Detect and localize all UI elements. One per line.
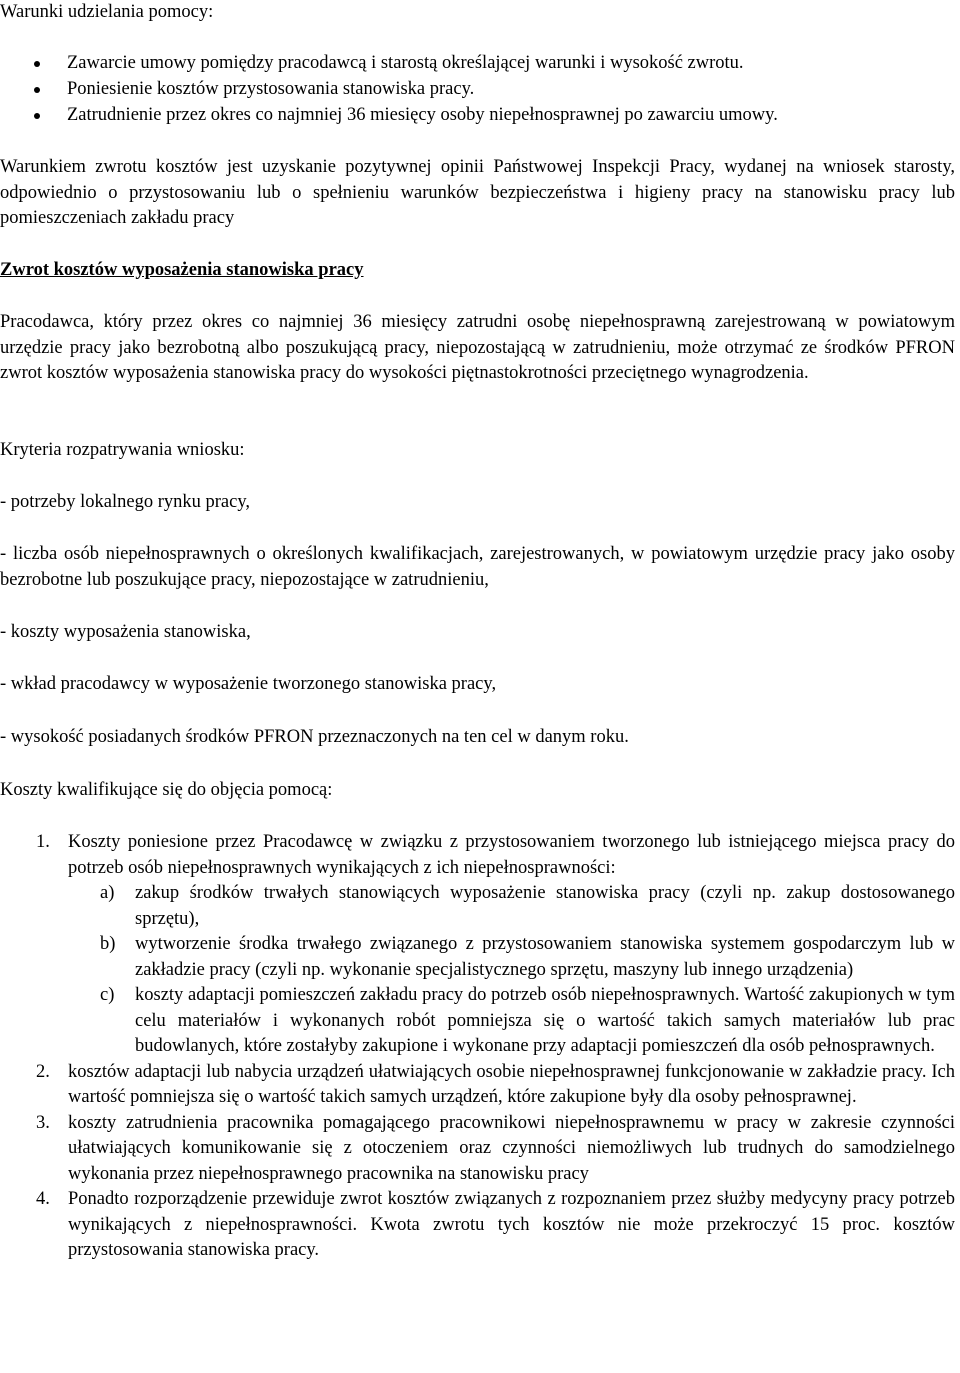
criteria-item: - wysokość posiadanych środków PFRON przeznaczonych na ten cel w danym roku. — [0, 727, 629, 747]
condition-item — [0, 77, 955, 103]
cost-item-text: kosztów adaptacji lub nabycia urządzeń ułatwiających osobie niepełnosprawnej funkcjonowanie w zakładzie pracy. Ich wartość pomniejsza się o wartość takich samych urządzeń, które zakupione były dla osoby pełnosprawnej. — [68, 1061, 955, 1107]
cost-item-number: 1. — [36, 832, 50, 852]
cost-sub-list — [68, 881, 955, 1060]
criteria-item: - koszty wyposażenia stanowiska, — [0, 622, 251, 642]
costs-list — [0, 830, 955, 1264]
cost-item — [0, 1187, 955, 1264]
cost-item-number: 3. — [36, 1112, 50, 1133]
bullet-dot-icon — [34, 61, 40, 67]
cost-item — [0, 1111, 955, 1188]
criteria-item: - wkład pracodawcy w wyposażenie tworzonego stanowiska pracy, — [0, 674, 497, 694]
cost-sub-item-text: wytworzenie środka trwałego związanego z przystosowaniem stanowiska systemem gospodarczym lub w zakładzie pracy (czyli np. wykonanie specjalistycznego sprzętu, maszyny lub innego urządzenia) — [135, 934, 955, 980]
criteria-item: - potrzeby lokalnego rynku pracy, — [0, 492, 251, 512]
bullet-dot-icon — [34, 113, 40, 119]
condition-text: Poniesienie kosztów przystosowania stanowiska pracy. — [67, 79, 475, 99]
section-heading: Zwrot kosztów wyposażenia stanowiska pracy — [0, 260, 364, 280]
condition-item — [0, 103, 955, 129]
cost-sub-item-text: koszty adaptacji pomieszczeń zakładu pracy do potrzeb osób niepełnosprawnych. Wartość zakupionych w tym celu materiałów i wykonanych robót pomniejsza się o wartość takich samych materiałów lub prac budowlanych, które zostałyby zakupione i wykonane przy adaptacji pomieszczeń dla osób pełnosprawnych. — [135, 985, 955, 1056]
criteria-item: - liczba osób niepełnosprawnych o określonych kwalifikacjach, zarejestrowanych, w powiatowym urzędzie pracy jako osoby bezrobotne lub poszukujące pracy, niepozostające w zatrudnieniu, — [0, 544, 955, 590]
cost-item-text: Koszty poniesione przez Pracodawcę w związku z przystosowaniem tworzonego lub istniejącego miejsca pracy do potrzeb osób niepełnosprawnych wynikających z ich niepełnosprawności: — [68, 832, 955, 878]
cost-sub-item — [68, 881, 955, 932]
cost-item — [0, 1060, 955, 1111]
cost-item — [0, 830, 955, 1060]
cost-sub-item-letter: b) — [100, 934, 116, 954]
cost-sub-item-letter: c) — [100, 985, 115, 1005]
cost-sub-item — [68, 983, 955, 1060]
conditions-list — [0, 51, 955, 129]
criteria-heading: Kryteria rozpatrywania wniosku: — [0, 440, 245, 460]
cost-sub-item — [68, 932, 955, 983]
condition-text: Zawarcie umowy pomiędzy pracodawcą i starostą określającej warunki i wysokość zwrotu. — [67, 53, 744, 73]
cost-sub-item-text: zakup środków trwałych stanowiących wyposażenie stanowiska pracy (czyli np. zakup dostosowanego sprzętu), — [135, 883, 955, 929]
costs-heading: Koszty kwalifikujące się do objęcia pomocą: — [0, 780, 333, 800]
bullet-dot-icon — [34, 87, 40, 93]
condition-item — [0, 51, 955, 77]
intro-heading: Warunki udzielania pomocy: — [0, 2, 214, 22]
cost-item-text: koszty zatrudnienia pracownika pomagającego pracownikowi niepełnosprawnemu w pracy w zakresie czynności ułatwiających komunikowanie się z otoczeniem oraz czynności niemożliwych lub trudnych do samodzielnego wykonania przez niepełnosprawnego pracownika na stanowisku pracy — [68, 1112, 955, 1184]
condition-text: Zatrudnienie przez okres co najmniej 36 miesięcy osoby niepełnosprawnej po zawarciu umowy. — [67, 105, 778, 125]
cost-item-number: 4. — [36, 1189, 50, 1209]
section-paragraph: Pracodawca, który przez okres co najmniej 36 miesięcy zatrudni osobę niepełnosprawną zarejestrowaną w powiatowym urzędzie pracy jako bezrobotną albo poszukującą pracy, niepozostającą w zatrudnieniu, może otrzymać ze środków PFRON zwrot kosztów wyposażenia stanowiska pracy do wysokości piętnastokrotności przeciętnego wynagrodzenia. — [0, 312, 955, 383]
cost-item-number: 2. — [36, 1061, 50, 1082]
refund-condition-paragraph: Warunkiem zwrotu kosztów jest uzyskanie pozytywnej opinii Państwowej Inspekcji Pracy, wydanej na wniosek starosty, odpowiednio o przystosowaniu lub o spełnieniu warunków bezpieczeństwa i higieny pracy na stanowisku pracy lub pomieszczeniach zakładu pracy — [0, 157, 955, 228]
cost-item-text: Ponadto rozporządzenie przewiduje zwrot kosztów związanych z rozpoznaniem przez służby medycyny pracy potrzeb wynikających z niepełnosprawności. Kwota zwrotu tych kosztów nie może przekroczyć 15 proc. kosztów przystosowania stanowiska pracy. — [68, 1189, 955, 1260]
cost-sub-item-letter: a) — [100, 883, 115, 903]
